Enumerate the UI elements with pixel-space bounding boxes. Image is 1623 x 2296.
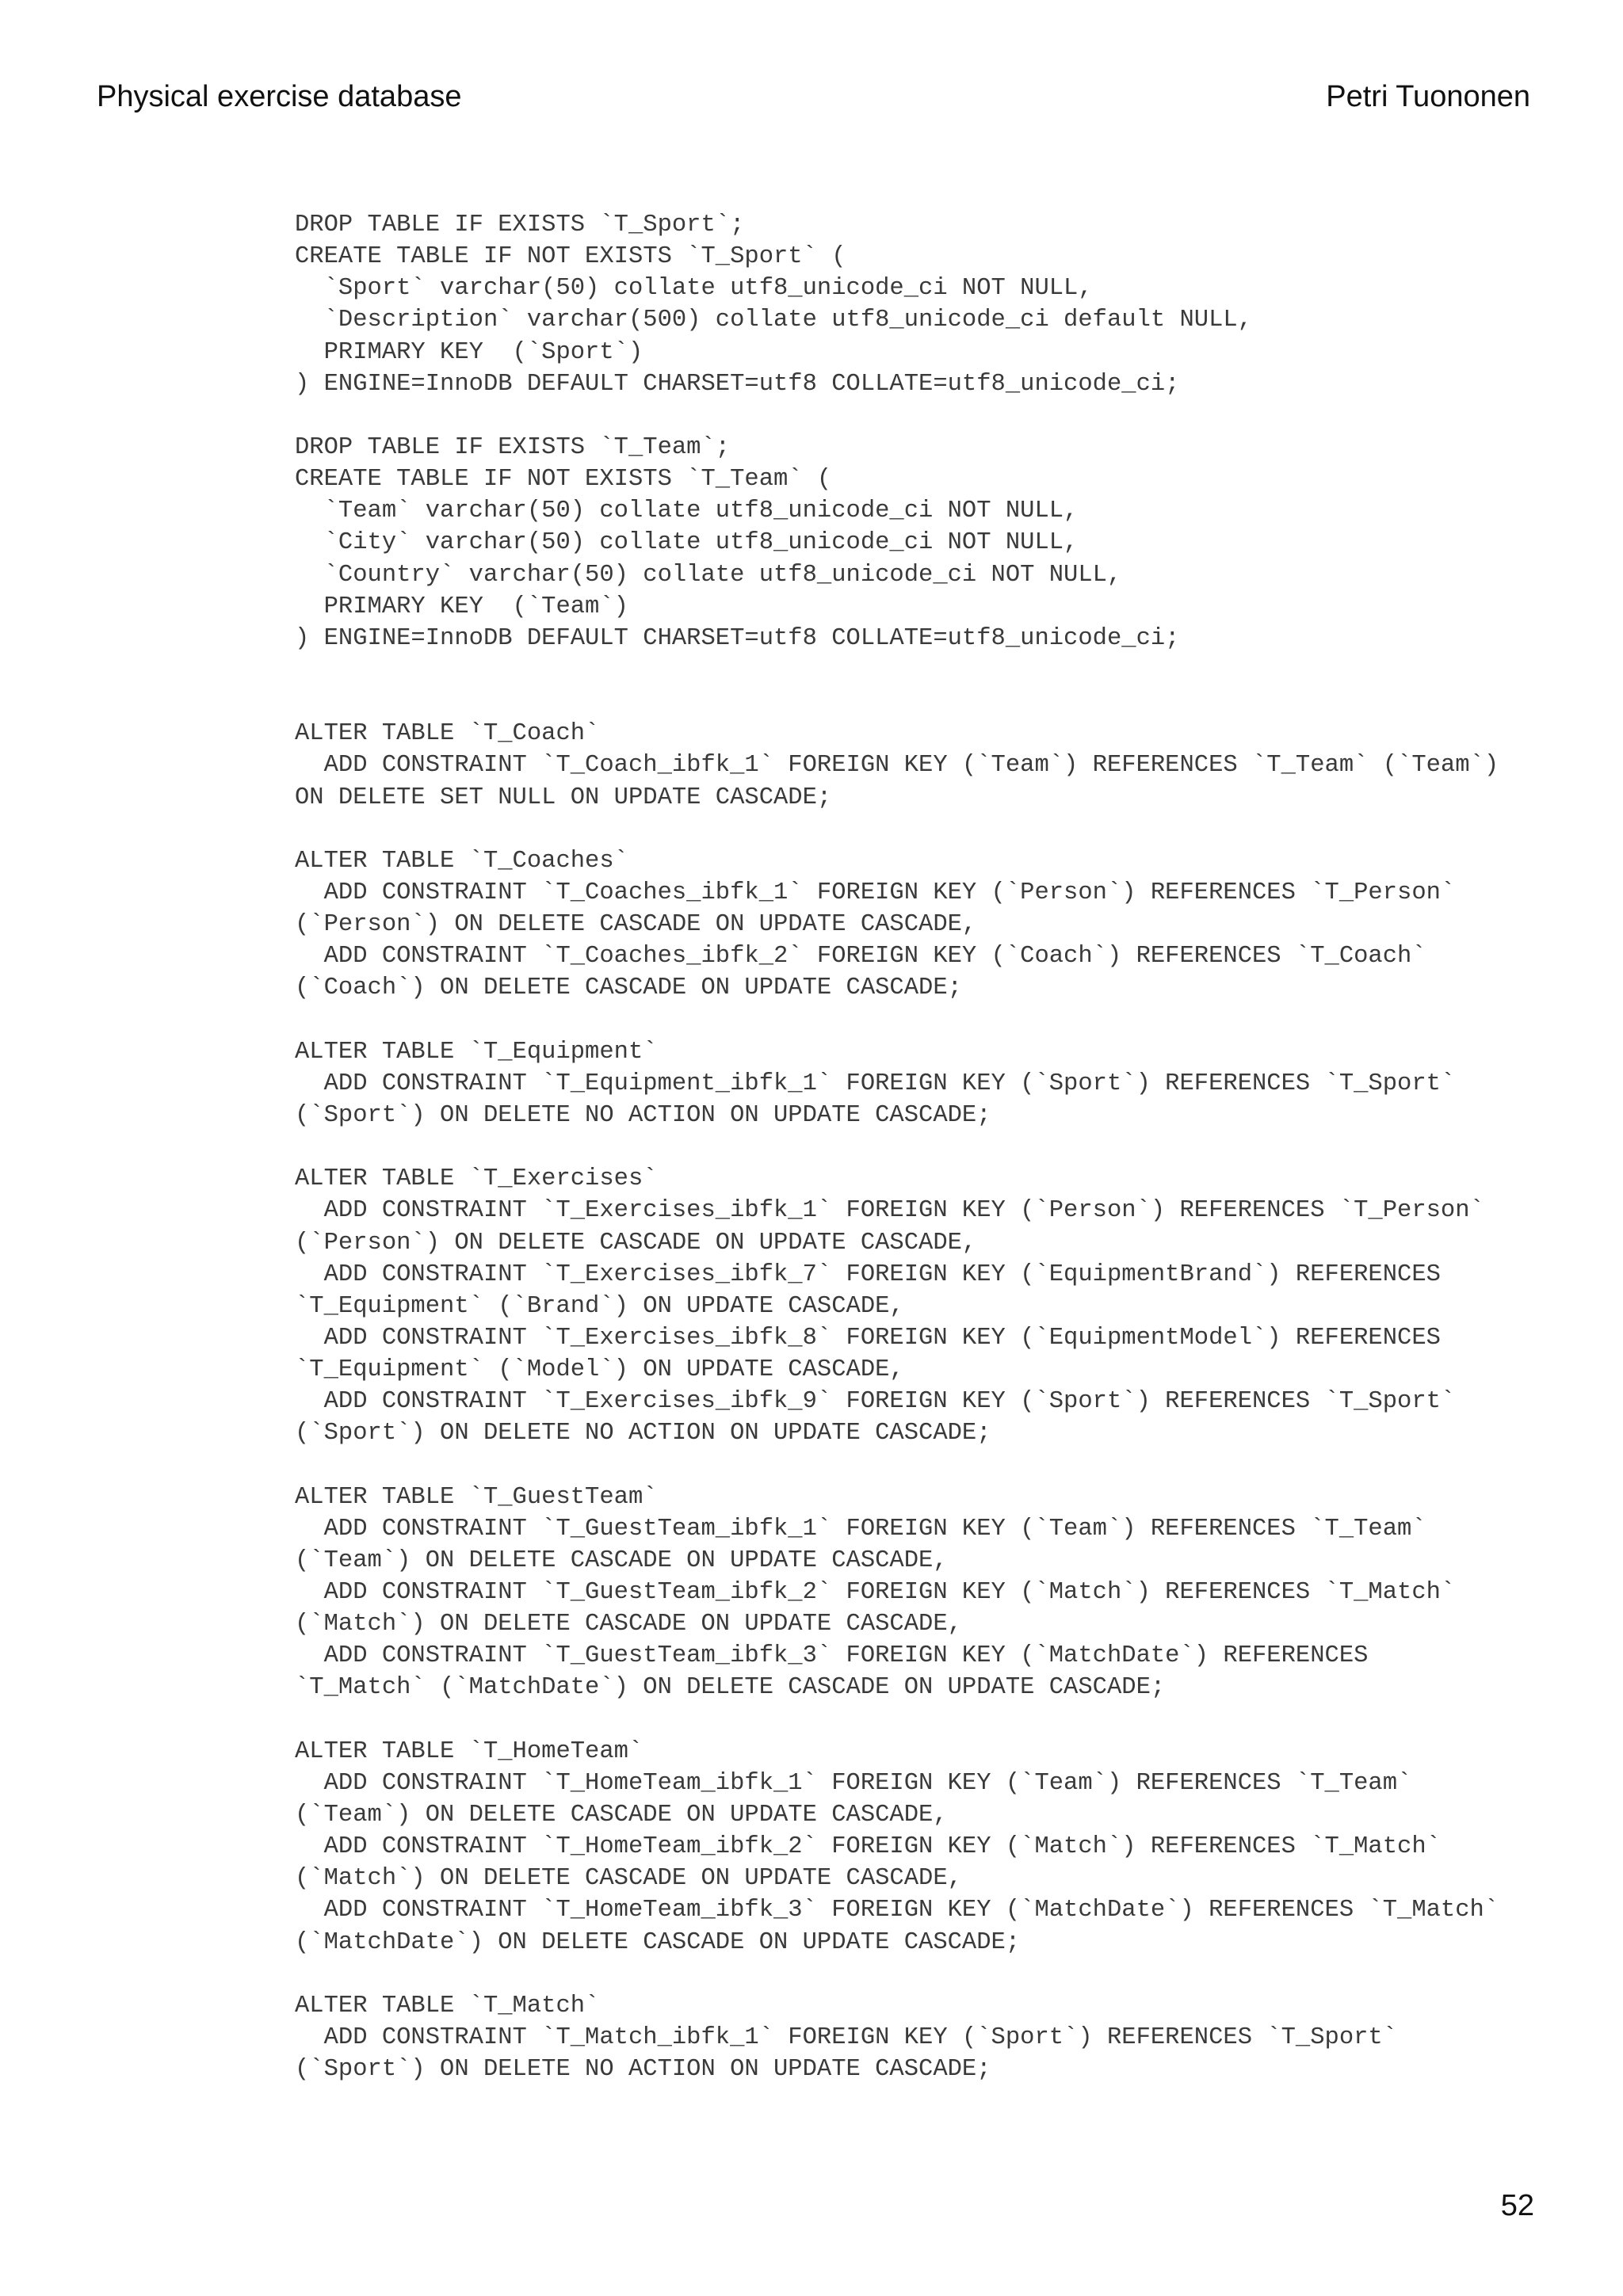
code-line: ) ENGINE=InnoDB DEFAULT CHARSET=utf8 COLLATE=utf8_unicode_ci;	[295, 624, 1180, 652]
code-line: ADD CONSTRAINT `T_Exercises_ibfk_1` FOREIGN KEY (`Person`) REFERENCES `T_Person`	[295, 1197, 1484, 1225]
code-line: ALTER TABLE `T_GuestTeam`	[295, 1483, 658, 1511]
code-line: `Team` varchar(50) collate utf8_unicode_ci NOT NULL,	[295, 498, 1079, 525]
code-line: (`Match`) ON DELETE CASCADE ON UPDATE CASCADE,	[295, 1611, 962, 1638]
code-line: ) ENGINE=InnoDB DEFAULT CHARSET=utf8 COLLATE=utf8_unicode_ci;	[295, 370, 1180, 398]
code-line: ADD CONSTRAINT `T_HomeTeam_ibfk_1` FOREIGN KEY (`Team`) REFERENCES `T_Team`	[295, 1769, 1412, 1797]
code-line: ADD CONSTRAINT `T_Exercises_ibfk_8` FOREIGN KEY (`EquipmentModel`) REFERENCES	[295, 1324, 1441, 1352]
code-line: `Country` varchar(50) collate utf8_unicode_ci NOT NULL,	[295, 561, 1122, 589]
code-line: ADD CONSTRAINT `T_Coach_ibfk_1` FOREIGN KEY (`Team`) REFERENCES `T_Team` (`Team`)	[295, 752, 1499, 780]
code-line: PRIMARY KEY (`Team`)	[295, 593, 628, 620]
code-line: ADD CONSTRAINT `T_GuestTeam_ibfk_3` FOREIGN KEY (`MatchDate`) REFERENCES	[295, 1642, 1369, 1670]
code-line: ADD CONSTRAINT `T_Exercises_ibfk_9` FOREIGN KEY (`Sport`) REFERENCES `T_Sport`	[295, 1388, 1456, 1416]
code-line: ALTER TABLE `T_Coach`	[295, 720, 600, 748]
code-line: ALTER TABLE `T_Equipment`	[295, 1038, 658, 1066]
code-line: ALTER TABLE `T_HomeTeam`	[295, 1737, 643, 1765]
code-line	[295, 814, 1579, 845]
code-line: ADD CONSTRAINT `T_GuestTeam_ibfk_2` FOREIGN KEY (`Match`) REFERENCES `T_Match`	[295, 1579, 1456, 1607]
code-line: DROP TABLE IF EXISTS `T_Team`;	[295, 433, 731, 461]
code-line	[295, 1958, 1579, 1990]
code-line: ADD CONSTRAINT `T_HomeTeam_ibfk_3` FOREIGN KEY (`MatchDate`) REFERENCES `T_Match`	[295, 1897, 1499, 1924]
code-line: PRIMARY KEY (`Sport`)	[295, 338, 643, 366]
code-line: (`Sport`) ON DELETE NO ACTION ON UPDATE CASCADE;	[295, 1420, 991, 1447]
code-line: ADD CONSTRAINT `T_GuestTeam_ibfk_1` FOREIGN KEY (`Team`) REFERENCES `T_Team`	[295, 1515, 1426, 1543]
code-line: `T_Equipment` (`Model`) ON UPDATE CASCADE,	[295, 1356, 904, 1384]
code-line: ADD CONSTRAINT `T_Match_ibfk_1` FOREIGN KEY (`Sport`) REFERENCES `T_Sport`	[295, 2024, 1398, 2052]
code-line: ADD CONSTRAINT `T_Coaches_ibfk_1` FOREIGN KEY (`Person`) REFERENCES `T_Person`	[295, 879, 1456, 906]
code-line: (`Person`) ON DELETE CASCADE ON UPDATE CASCADE,	[295, 911, 977, 939]
code-line	[295, 654, 1579, 686]
code-line: `Sport` varchar(50) collate utf8_unicode_ci NOT NULL,	[295, 275, 1093, 303]
code-line: ADD CONSTRAINT `T_Exercises_ibfk_7` FOREIGN KEY (`EquipmentBrand`) REFERENCES	[295, 1261, 1441, 1288]
code-line: (`Coach`) ON DELETE CASCADE ON UPDATE CASCADE;	[295, 974, 962, 1002]
code-line: CREATE TABLE IF NOT EXISTS `T_Team` (	[295, 466, 832, 494]
code-line: (`MatchDate`) ON DELETE CASCADE ON UPDATE CASCADE;	[295, 1928, 1021, 1956]
code-line: `City` varchar(50) collate utf8_unicode_ci NOT NULL,	[295, 529, 1079, 557]
code-line: (`Match`) ON DELETE CASCADE ON UPDATE CASCADE,	[295, 1865, 962, 1893]
sql-code-block	[295, 209, 1579, 2085]
code-line: (`Person`) ON DELETE CASCADE ON UPDATE CASCADE,	[295, 1229, 977, 1257]
code-line	[295, 1131, 1579, 1163]
code-line: `T_Match` (`MatchDate`) ON DELETE CASCADE ON UPDATE CASCADE;	[295, 1674, 1166, 1702]
code-line: ON DELETE SET NULL ON UPDATE CASCADE;	[295, 784, 832, 811]
code-line: `T_Equipment` (`Brand`) ON UPDATE CASCADE,	[295, 1292, 904, 1320]
code-line	[295, 400, 1579, 432]
author-name: Petri Tuononen	[1326, 80, 1530, 113]
page-header	[97, 76, 1530, 117]
code-line: ALTER TABLE `T_Exercises`	[295, 1165, 658, 1193]
code-line: ALTER TABLE `T_Match`	[295, 1992, 600, 2019]
page-number: 52	[1500, 2189, 1534, 2222]
code-line: CREATE TABLE IF NOT EXISTS `T_Sport` (	[295, 243, 846, 271]
code-line: ADD CONSTRAINT `T_Equipment_ibfk_1` FOREIGN KEY (`Sport`) REFERENCES `T_Sport`	[295, 1070, 1456, 1097]
code-line	[295, 1005, 1579, 1036]
code-line	[295, 1704, 1579, 1736]
code-line: ADD CONSTRAINT `T_HomeTeam_ibfk_2` FOREIGN KEY (`Match`) REFERENCES `T_Match`	[295, 1833, 1441, 1861]
code-line: (`Sport`) ON DELETE NO ACTION ON UPDATE CASCADE;	[295, 2056, 991, 2084]
code-line: `Description` varchar(500) collate utf8_unicode_ci default NULL,	[295, 307, 1252, 334]
code-line	[295, 686, 1579, 718]
code-line: ADD CONSTRAINT `T_Coaches_ibfk_2` FOREIGN KEY (`Coach`) REFERENCES `T_Coach`	[295, 943, 1426, 971]
code-line: (`Sport`) ON DELETE NO ACTION ON UPDATE CASCADE;	[295, 1101, 991, 1129]
code-line: ALTER TABLE `T_Coaches`	[295, 847, 628, 875]
code-line	[295, 1449, 1579, 1481]
code-line: (`Team`) ON DELETE CASCADE ON UPDATE CASCADE,	[295, 1547, 948, 1574]
code-line: (`Team`) ON DELETE CASCADE ON UPDATE CASCADE,	[295, 1802, 948, 1829]
code-line: DROP TABLE IF EXISTS `T_Sport`;	[295, 212, 745, 238]
document-title: Physical exercise database	[97, 80, 462, 113]
